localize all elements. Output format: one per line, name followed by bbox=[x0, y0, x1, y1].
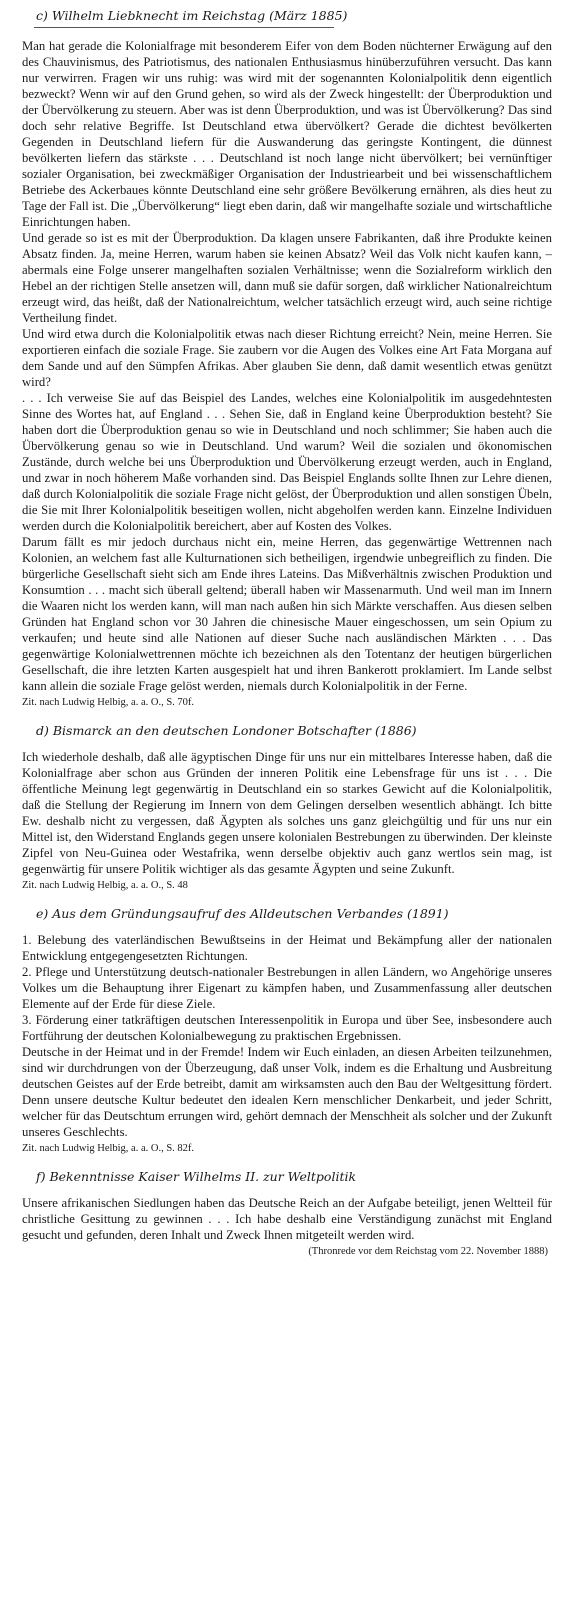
section-d-paragraph-1: Ich wiederhole deshalb, daß alle ägyptischen Dinge für uns nur ein mittelbares Interesse haben, daß die Kolonialfrage aber schon aus Gründen der inneren Politik eine Lebensfrage für uns ist . . . Die öffentliche Meinung legt gegenwärtig in Deutschland ein so starkes Gewicht auf die Kolonialpolitik, daß die Stellung der Regierung im Innern von dem Gelingen derselben wesentlich abhängt. Ich bitte Ew. deshalb nicht zu vergessen, daß Ägypten als solches uns ganz gleichgültig und für uns nur ein Mittel ist, den Widerstand Englands gegen unsere kolonialen Bestrebungen zu überwinden. Der kleinste Zipfel von Neu-Guinea oder Westafrika, wenn derselbe objektiv auch ganz wertlos sein mag, ist gegenwärtig für unsere Politik wichtiger als das gesamte Ägypten und seine Zukunft. bbox=[22, 750, 552, 876]
heading-underline bbox=[34, 27, 334, 28]
section-d-citation: Zit. nach Ludwig Helbig, a. a. O., S. 48 bbox=[22, 880, 188, 891]
section-c-citation: Zit. nach Ludwig Helbig, a. a. O., S. 70f. bbox=[22, 697, 195, 708]
section-e-item-3: 3. Förderung einer tatkräftigen deutschen Interessenpolitik in Europa und über See, insbesondere auch Fortführung der deutschen Kolonialbewegung zu praktischen Ergebnissen. bbox=[22, 1013, 552, 1043]
section-e-citation: Zit. nach Ludwig Helbig, a. a. O., S. 82f. bbox=[22, 1143, 195, 1154]
section-f-citation: (Thronrede vor dem Reichstag vom 22. November 1888) bbox=[308, 1246, 548, 1257]
section-d bbox=[22, 723, 552, 892]
section-c-paragraph-4: . . . Ich verweise Sie auf das Beispiel des Landes, welches eine Kolonialpolitik im ausgedehntesten Sinne des Wortes hat, auf England . . . Sehen Sie, daß in England keine Überproduktion besteht? Sie haben dort die Überproduktion genau so wie in Deutschland und noch schlimmer; Sie haben auch die Übervölkerung genau so wie in Deutschland. Und warum? Weil die sozialen und ökonomischen Zustände, durch welche bei uns Überproduktion und Übervölkerung erzeugt werden, auch in England, und zwar in noch höherem Maße vorhanden sind. Das Beispiel Englands sollte Ihnen zur Lehre dienen, daß durch Kolonialpolitik die soziale Frage nicht gelöst, der Überproduktion und allen sonstigen Übeln, die Sie mit Ihrer Kolonialpolitik beseitigen wollen, nicht abgeholfen werden kann. Einzelne Individuen werden durch die Kolonialpolitik bereichert, aber auf Kosten des Volkes. bbox=[22, 391, 552, 533]
section-c-paragraph-3: Und wird etwa durch die Kolonialpolitik etwas nach dieser Richtung erreicht? Nein, meine Herren. Sie exportieren einfach die soziale Frage. Sie zaubern vor die Augen des Volkes eine Art Fata Morgana auf dem Sande und auf den Sümpfen Afrikas. Aber glauben Sie denn, daß damit wesentlich etwas genützt wird? bbox=[22, 327, 552, 389]
section-c-paragraph-5: Darum fällt es mir jedoch durchaus nicht ein, meine Herren, das gegenwärtige Wettrennen nach Kolonien, an welchem fast alle Kulturnationen sich betheiligen, irgendwie unbegreiflich zu finden. Die bürgerliche Gesellschaft sieht sich am Ende ihres Lateins. Das Mißverhältnis zwischen Produktion und Konsumtion . . . macht sich überall geltend; überall haben wir Massenarmuth. Und weil man im Innern die Waaren nicht los werden kann, will man nach außen hin sich Märkte verschaffen. Aus diesen selben Gründen hat England schon vor 30 Jahren die chinesische Mauer eingeschossen, um sein Opium zu verkaufen; und heute sind alle Nationen auf dieser Suche nach ausländischen Märkten . . . Das gegenwärtige Kolonialwettrennen möchte ich bezeichnen als den Totentanz der heutigen bürgerlichen Gesellschaft, die ihre letzten Karten ausgespielt hat und ihren Bankerott proklamiert. Im Lande selbst kann allein die soziale Frage gelöst werden, niemals durch Kolonialpolitik in der Ferne. bbox=[22, 535, 552, 693]
section-c-paragraph-1: Man hat gerade die Kolonialfrage mit besonderem Eifer von dem Boden nüchterner Erwägung auf den des Chauvinismus, des Patriotismus, des nationalen Enthusiasmus hinüberzuführen versucht. Das kann nur verwirren. Fragen wir uns ruhig: was wird mit der sogenannten Kolonialpolitik denn eigentlich bezweckt? Wenn wir auf den Grund gehen, so wird als der Zweck hingestellt: der Überproduktion und der Übervölkerung zu steuern. Aber was ist denn Überproduktion, und was ist Übervölkerung? Das sind doch sehr relative Begriffe. Ist Deutschland etwa übervölkert? Gerade die dichtest bevölkerten Gegenden in Deutschland liefern für die Auswanderung das geringste Kontingent, die dünnest bevölkerten liefern das stärkste . . . Deutschland ist noch lange nicht übervölkert; bei vernünftiger sozialer Organisation, bei zweckmäßiger Organisation der Industriearbeit und bei wissenschaftlichem Betriebe des Ackerbaues könnte Deutschland eine sehr größere Bevölkerung ernähren, als dies heut zu Tage der Fall ist. Die „Übervölkerung“ liegt eben darin, daß wir mangelhafte soziale und wirtschaftliche Einrichtungen haben. bbox=[22, 39, 552, 229]
section-d-title: d) Bismarck an den deutschen Londoner Botschafter (1886) bbox=[36, 723, 417, 738]
section-e-title: e) Aus dem Gründungsaufruf des Alldeutschen Verbandes (1891) bbox=[36, 906, 449, 921]
section-e-paragraph-4: Deutsche in der Heimat und in der Fremde! Indem wir Euch einladen, an diesen Arbeiten teilzunehmen, sind wir durchdrungen von der Überzeugung, daß unser Volk, indem es die Erhaltung und Ausbreitung deutschen Geistes auf der Erde betreibt, damit am wirksamsten auch den Bau der Weltgesittung fördert. Denn unsere deutsche Kultur bedeutet den idealen Kern menschlicher Denkarbeit, und jeder Schritt, welcher für das Deutschtum errungen wird, gehört demnach der Menschheit als solcher und der Zukunft unseres Geschlechts. bbox=[22, 1045, 552, 1139]
section-f-paragraph-1: Unsere afrikanischen Siedlungen haben das Deutsche Reich an der Aufgabe beteiligt, jenen Weltteil für christliche Gesittung zu gewinnen . . . Ich habe deshalb eine Verständigung zunächst mit England gesucht und gefunden, deren Inhalt und Zweck Ihnen mitgeteilt werden wird. bbox=[22, 1196, 552, 1242]
section-c bbox=[22, 8, 552, 709]
section-e bbox=[22, 906, 552, 1155]
section-f bbox=[22, 1169, 552, 1258]
section-c-paragraph-2: Und gerade so ist es mit der Überproduktion. Da klagen unsere Fabrikanten, daß ihre Produkte keinen Absatz finden. Ja, meine Herren, warum haben sie keinen Absatz? Weil das Volk nicht kaufen kann, – abermals eine Folge unserer mangelhaften sozialen Verhältnisse; wenn die Sozialreform wirklich den Hebel an der richtigen Stelle ansetzen will, dann muß sie dafür sorgen, daß wirklicher Nationalreichtum erzeugt wird, das heißt, daß der Nationalreichtum, welcher tatsächlich erzeugt wird, auch seine richtige Vertheilung findet. bbox=[22, 231, 552, 325]
section-e-item-1: 1. Belebung des vaterländischen Bewußtseins in der Heimat und Bekämpfung aller der nationalen Entwicklung entgegengesetzten Richtungen. bbox=[22, 933, 552, 963]
section-f-title: f) Bekenntnisse Kaiser Wilhelms II. zur Weltpolitik bbox=[36, 1169, 357, 1184]
section-e-item-2: 2. Pflege und Unterstützung deutsch-nationaler Bestrebungen in allen Ländern, wo Angehörige unseres Volkes um die Behauptung ihrer Eigenart zu kämpfen haben, und Zusammenfassung aller deutschen Elemente auf der Erde für diese Ziele. bbox=[22, 965, 552, 1011]
section-c-title: c) Wilhelm Liebknecht im Reichstag (März 1885) bbox=[36, 8, 348, 23]
